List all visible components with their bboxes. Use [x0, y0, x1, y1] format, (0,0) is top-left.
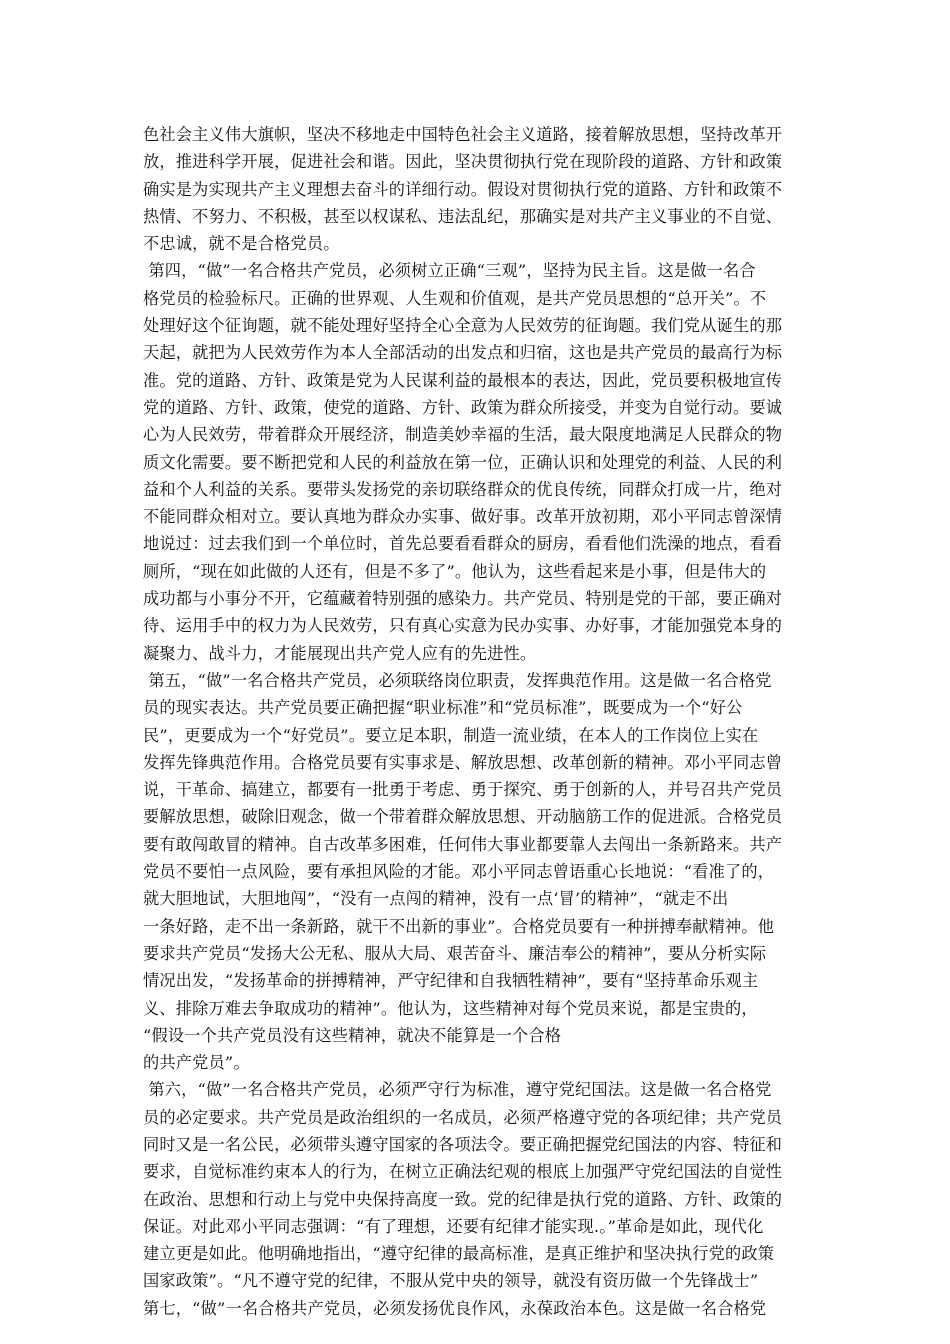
text-line: 厕所，“现在如此做的人还有，但是不多了”。他认为，这些看起来是小事，但是伟大的: [143, 561, 767, 581]
text-line: 准。党的道路、方针、政策是党为人民谋利益的最根本的表达，因此，党员要积极地宣传: [143, 370, 783, 390]
text-line: 确实是为实现共产主义理想去奋斗的详细行动。假设对贯彻执行党的道路、方针和政策不: [143, 179, 783, 199]
text-line: 益和个人利益的关系。要带头发扬党的亲切联络群众的优良传统，同群众打成一片，绝对: [143, 479, 783, 499]
text-line: 在政治、思想和行动上与党中央保持高度一致。党的纪律是执行党的道路、方针、政策的: [143, 1189, 783, 1209]
text-line: 第六，“做”一名合格共产党员，必须严守行为标准，遵守党纪国法。这是做一名合格党: [143, 1080, 772, 1100]
text-line: 保证。对此邓小平同志强调：“有了理想，还要有纪律才能实现.。”革命是如此，现代化: [143, 1216, 764, 1236]
text-line: 建立更是如此。他明确地指出，“遵守纪律的最高标准，是真正维护和坚决执行党的政策: [143, 1244, 775, 1264]
text-line: 不忠诚，就不是合格党员。: [143, 234, 340, 254]
text-line: 的共产党员”。: [143, 1053, 250, 1073]
text-line: 待、运用手中的权力为人民效劳，只有真心实意为民办实事、办好事，才能加强党本身的: [143, 616, 783, 636]
text-line: 就大胆地试，大胆地闯”，“没有一点闯的精神，没有一点‘冒’的精神”，“就走不出: [143, 889, 729, 909]
text-line: 党的道路、方针、政策，使党的道路、方针、政策为群众所接受，并变为自觉行动。要诚: [143, 397, 783, 417]
text-line: 处理好这个征询题，就不能处理好坚持全心全意为人民效劳的征询题。我们党从诞生的那: [143, 316, 783, 336]
text-line: 民”，更要成为一个“好党员”。要立足本职，制造一流业绩，在本人的工作岗位上实在: [143, 725, 759, 745]
text-line: 放，推进科学开展，促进社会和谐。因此，坚决贯彻执行党在现阶段的道路、方针和政策: [143, 152, 783, 172]
text-line: 员的现实表达。共产党员要正确把握“职业标准”和“党员标准”，既要成为一个“好公: [143, 698, 743, 718]
text-line: 格党员的检验标尺。正确的世界观、人生观和价值观，是共产党员思想的“总开关”。不: [143, 288, 767, 308]
text-line: 发挥先锋典范作用。合格党员要有实事求是、解放思想、改革创新的精神。邓小平同志曾: [143, 752, 783, 772]
text-line: 国家政策”。“凡不遵守党的纪律，不服从党中央的领导，就没有资历做一个先锋战士”: [143, 1271, 759, 1291]
text-line: 不能同群众相对立。要认真地为群众办实事、做好事。改革开放初期，邓小平同志曾深情: [143, 507, 783, 527]
text-line: 要求，自觉标准约束本人的行为，在树立正确法纪观的根底上加强严守党纪国法的自觉性: [143, 1162, 783, 1182]
text-line: 要解放思想，破除旧观念，做一个带着群众解放思想、开动脑筋工作的促进派。合格党员: [143, 807, 783, 827]
text-line: 说，干革命、搞建立，都要有一批勇于考虑、勇于探究、勇于创新的人，并号召共产党员: [143, 780, 783, 800]
text-line: 成功都与小事分不开，它蕴藏着特别强的感染力。共产党员、特别是党的干部，要正确对: [143, 589, 783, 609]
text-line: 第四，“做”一名合格共产党员，必须树立正确“三观”，坚持为民主旨。这是做一名合: [143, 261, 756, 281]
text-line: 党员不要怕一点风险，要有承担风险的才能。邓小平同志曾语重心长地说：“看准了的，: [143, 862, 775, 882]
text-line: 要求共产党员“发扬大公无私、服从大局、艰苦奋斗、廉洁奉公的精神”，要从分析实际: [143, 943, 767, 963]
text-line: 色社会主义伟大旗帜，坚决不移地走中国特色社会主义道路，接着解放思想，坚持改革开: [143, 125, 783, 144]
text-line: 心为人民效劳，带着群众开展经济，制造美妙幸福的生活，最大限度地满足人民群众的物: [143, 425, 783, 445]
text-line: 第七，“做”一名合格共产党员，必须发扬优良作风，永葆政治本色。这是做一名合格党: [143, 1298, 767, 1318]
text-line: “假设一个共产党员没有这些精神，就决不能算是一个合格: [143, 1025, 562, 1045]
document-body-text: [143, 121, 809, 1322]
text-line: 凝聚力、战斗力，才能展现出共产党人应有的先进性。: [143, 643, 537, 663]
text-line: 情况出发，“发扬革命的拼搏精神，严守纪律和自我牺牲精神”，要有“坚持革命乐观主: [143, 971, 759, 991]
text-line: 热情、不努力、不积极，甚至以权谋私、违法乱纪，那确实是对共产主义事业的不自觉、: [143, 206, 783, 226]
text-line: 员的必定要求。共产党员是政治组织的一名成员，必须严格遵守党的各项纪律；共产党员: [143, 1107, 783, 1127]
text-line: 要有敢闯敢冒的精神。自古改革多困难，任何伟大事业都要靠人去闯出一条新路来。共产: [143, 834, 783, 854]
text-line: 义、排除万难去争取成功的精神”。他认为，这些精神对每个党员来说，都是宝贵的，: [143, 998, 758, 1018]
text-line: 天起，就把为人民效劳作为本人全部活动的出发点和归宿，这也是共产党员的最高行为标: [143, 343, 783, 363]
text-line: 地说过：过去我们到一个单位时，首先总要看看群众的厨房，看看他们洗澡的地点，看看: [143, 534, 783, 554]
text-line: 质文化需要。要不断把党和人民的利益放在第一位，正确认识和处理党的利益、人民的利: [143, 452, 783, 472]
text-line: 第五，“做”一名合格共产党员，必须联络岗位职责，发挥典范作用。这是做一名合格党: [143, 670, 772, 690]
text-line: 同时又是一名公民，必须带头遵守国家的各项法令。要正确把握党纪国法的内容、特征和: [143, 1134, 783, 1154]
text-line: 一条好路，走不出一条新路，就干不出新的事业”。合格党员要有一种拼搏奉献精神。他: [143, 916, 775, 936]
